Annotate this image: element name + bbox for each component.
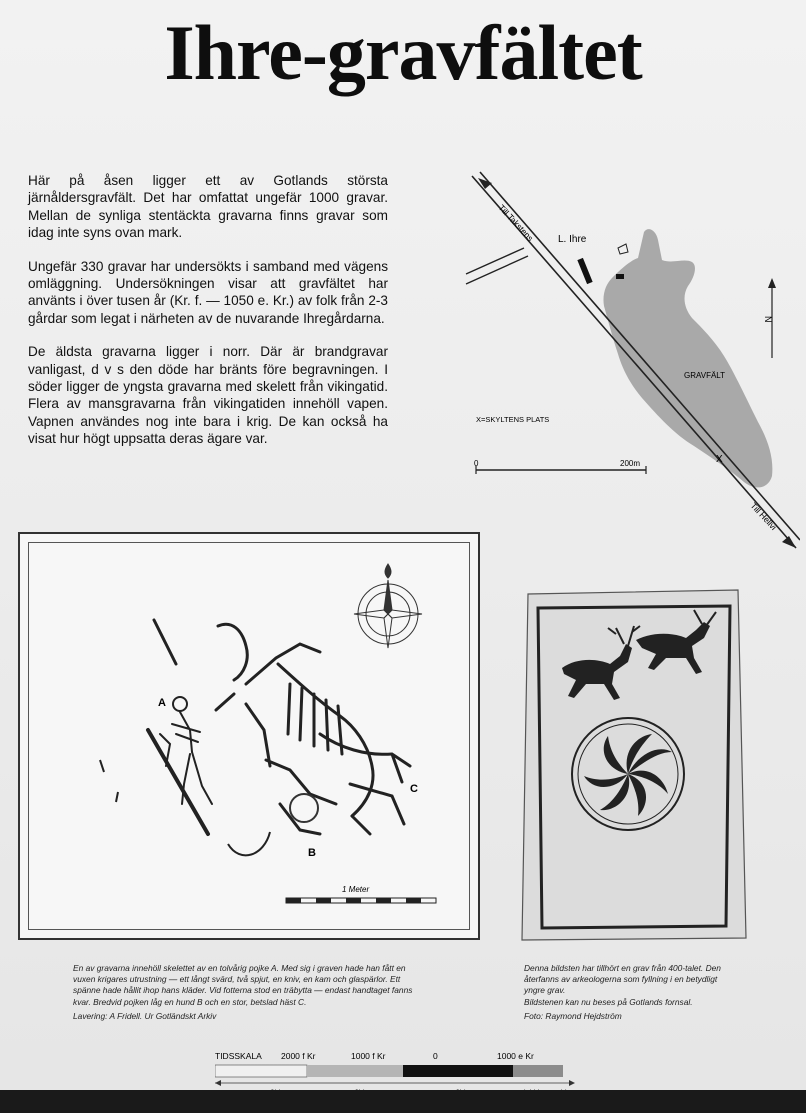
stone-caption-text-2: Bildstenen kan nu beses på Gotlands fornsal. [524,996,693,1007]
site-map [462,168,800,558]
label-b: B [308,847,316,859]
sign-marker: X [716,454,723,465]
picture-stone [516,588,748,942]
paragraph-2: Ungefär 330 gravar har undersökts i samband med vägens omläggning. Undersökningen visar att gravfältet har använts i över tusen år (Kr. f. — 1050 e. Kr.) av folk från 2-3 gårdar som legat i närheten av de nuvarande Ihregårdarna. [28,258,388,326]
stone-caption-text: Denna bildsten har tillhört en grav från 400-talet. Den återfanns av arkeologerna som fyllning i en betydligt yngre grav. [524,963,721,996]
gravfalt-area [603,229,772,487]
period-iron-age [403,1065,513,1077]
road-north-label: Till Takstens [496,202,536,244]
time-scale-label: TIDSSKALA [215,1051,262,1061]
north-arrowhead-icon [768,278,776,288]
tick-1000-ad: 1000 e Kr [497,1051,534,1061]
bucket-handle [228,832,270,855]
arrow-north-road-icon [478,178,492,189]
farm-building-small [616,274,624,279]
drawing-caption-text: En av gravarna innehöll skelettet av en tolvårig pojke A. Med sig i graven hade han fått en vuxen krigares utrustning — ett långt svärd, två spjut, en kniv, en kam och glaspärlor. Ett spänne hade hållit ihop hans kläder. Vid fotterna stod en träbytta — endast handtaget fanns kvar. Bredvid pojken låg en hund B och en stor, betslad häst C. [73,963,413,1007]
compass-rose-icon [354,564,422,648]
sword [148,730,208,834]
tick-0: 0 [433,1051,438,1061]
tick-2000-bc: 2000 f Kr [281,1051,316,1061]
north-label: N [763,316,773,323]
dog-skull [290,794,318,822]
spear [154,620,176,664]
drawing-credit: Lavering: A Fridell. Ur Gotländskt Arkiv [73,1010,217,1021]
tick-1000-bc: 1000 f Kr [351,1051,386,1061]
road-south-label: Till Hellvi [748,500,779,533]
sign-frame-bottom [0,1090,806,1113]
farm-building [577,258,592,284]
paragraph-1: Här på åsen ligger ett av Gotlands största järnåldersgravfält. Det har omfattat ungefär 1000 gravar. Mellan de synliga stentäckta gravarna finns gravar som idag inte syns ovan mark. [28,173,388,241]
label-a: A [158,697,166,709]
sign-legend: X=SKYLTENS PLATS [476,415,550,424]
scale-end: 200m [620,459,641,468]
period-bronze-age [307,1065,403,1077]
meter-scale-label: 1 Meter [342,885,370,894]
arrow-south-road-icon [782,536,796,548]
label-c: C [410,783,418,795]
grave-drawing [18,532,480,940]
drawing-caption [73,963,423,1022]
paragraph-3: De äldsta gravarna ligger i norr. Där är brandgravar vanligast, d v s den döde har bränts före begravningen. I söder ligger de yngsta gravarna med skelett från vikingatid. Flera av mansgravarna från vikingatiden innehöll vapen. Vapnen användes nog inte bara i krig. De kan också ha visat hur högt uppsatta deras ägare var. [28,344,388,447]
period-middle-ages [513,1065,563,1077]
field-label: GRAVFÄLT [684,371,726,380]
farm-outline [618,244,628,254]
skeleton-boy [160,697,212,804]
skeleton-horse [216,624,410,834]
scale-start: 0 [474,459,479,468]
stone-caption [524,963,739,1022]
farm-label: L. Ihre [558,234,587,245]
stone-credit: Foto: Raymond Hejdström [524,1010,622,1021]
body-text [28,172,388,464]
period-stone-age [215,1065,307,1077]
page-title: Ihre-gravfältet [164,9,642,96]
